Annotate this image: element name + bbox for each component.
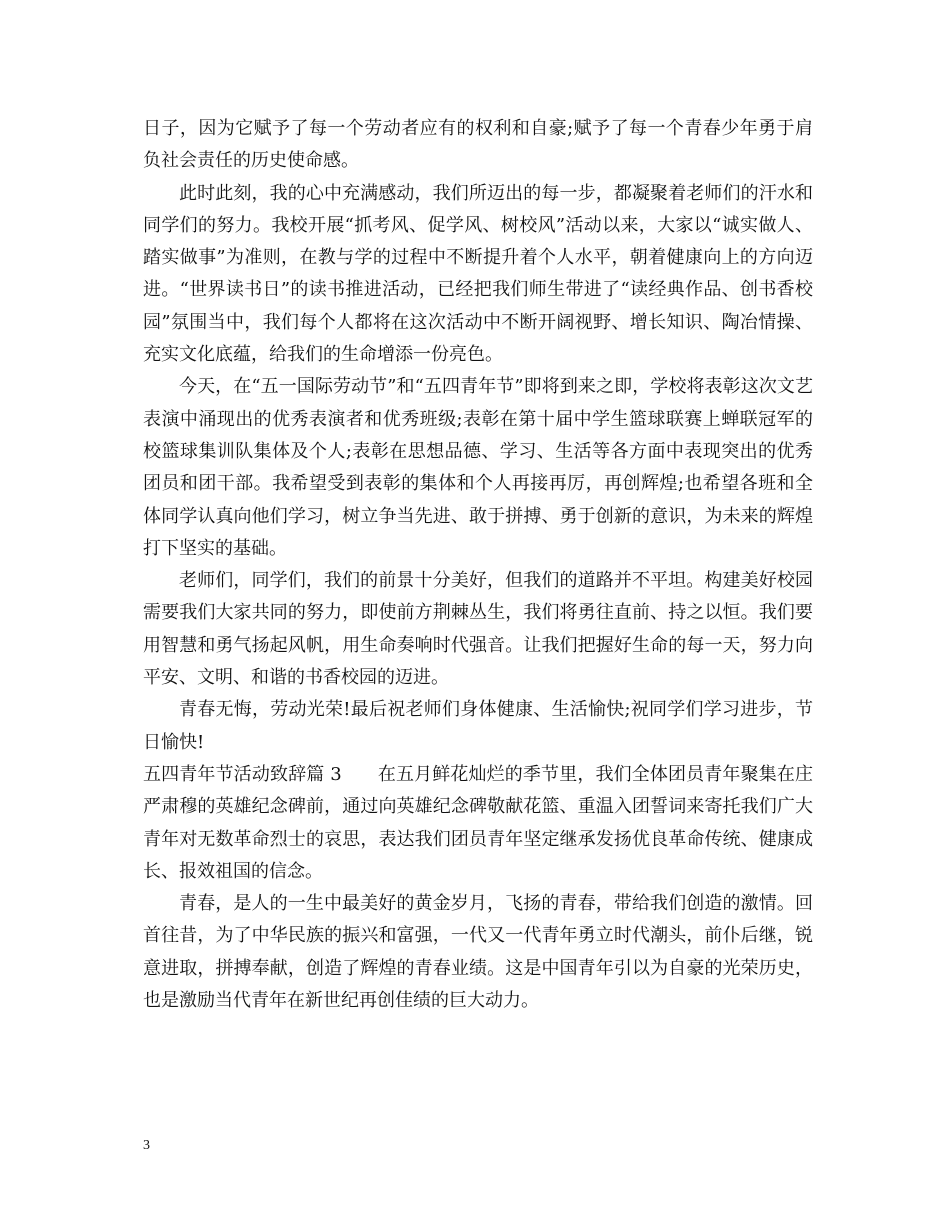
page-number: 3 [143,1138,150,1153]
section-heading: 五四青年节活动致辞篇 3 [143,763,342,785]
paragraph-2: 此时此刻，我的心中充满感动，我们所迈出的每一步，都凝聚着老师们的汗水和同学们的努力。我校开展“抓考风、促学风、树校风”活动以来，大家以“诚实做人、踏实做事”为准则，在教与学的过程中不断提升着个人水平，朝着健康向上的方向迈进。“世界读书日”的读书推进活动，已经把我们师生带进了“读经典作品、创书香校园”氛围当中，我们每个人都将在这次活动中不断开阔视野、增长知识、陶冶情操、充实文化底蕴，给我们的生命增添一份亮色。 [143,182,813,366]
section-paragraph [143,759,813,888]
section-text: 在五月鲜花灿烂的季节里，我们全体团员青年聚集在庄严肃穆的英雄纪念碑前，通过向英雄纪念碑敬献花篮、重温入团誓词来寄托我们广大青年对无数革命烈士的哀思，表达我们团员青年坚定继承发扬优良革命传统、健康成长、报效祖国的信念。 [143,763,813,882]
document-body [143,113,813,1017]
paragraph-4: 老师们，同学们，我们的前景十分美好，但我们的道路并不平坦。构建美好校园需要我们大家共同的努力，即使前方荆棘丛生，我们将勇往直前、持之以恒。我们要用智慧和勇气扬起风帆，用生命奏响时代强音。让我们把握好生命的每一天，努力向平安、文明、和谐的书香校园的迈进。 [143,570,813,689]
paragraph-7: 青春，是人的一生中最美好的黄金岁月，飞扬的青春，带给我们创造的激情。回首往昔，为了中华民族的振兴和富强，一代又一代青年勇立时代潮头，前仆后继，锐意进取，拼搏奉献，创造了辉煌的青春业绩。这是中国青年引以为自豪的光荣历史，也是激励当代青年在新世纪再创佳绩的巨大动力。 [143,893,813,1012]
paragraph-1: 日子，因为它赋予了每一个劳动者应有的权利和自豪;赋予了每一个青春少年勇于肩负社会责任的历史使命感。 [143,118,813,172]
paragraph-3: 今天，在“五一国际劳动节”和“五四青年节”即将到来之即，学校将表彰这次文艺表演中涌现出的优秀表演者和优秀班级;表彰在第十届中学生篮球联赛上蝉联冠军的校篮球集训队集体及个人;表彰在思想品德、学习、生活等各方面中表现突出的优秀团员和团干部。我希望受到表彰的集体和个人再接再厉，再创辉煌;也希望各班和全体同学认真向他们学习，树立争当先进、敢于拼搏、勇于创新的意识，为未来的辉煌打下坚实的基础。 [143,376,813,559]
paragraph-5: 青春无悔，劳动光荣!最后祝老师们身体健康、生活愉快;祝同学们学习进步，节日愉快! [143,699,813,753]
